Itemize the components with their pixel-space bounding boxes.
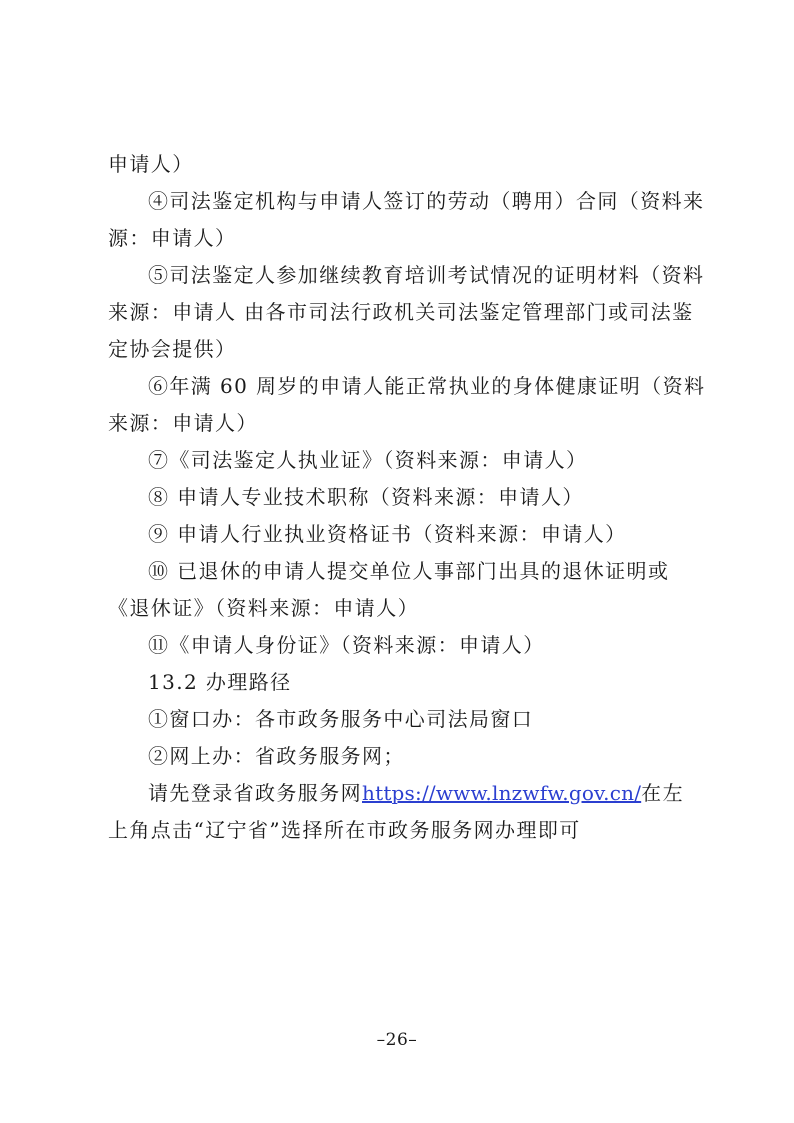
instruction-line-2: 上角点击“辽宁省”选择所在市政务服务网办理即可 [108,818,581,842]
text-line: 来源：申请人 由各市司法行政机关司法鉴定管理部门或司法鉴 [108,300,694,324]
page-number: –26– [376,1030,418,1050]
list-item-4: ④司法鉴定机构与申请人签订的劳动（聘用）合同（资料来 [148,189,705,213]
instruction-line [108,775,694,812]
text-line: 源：申请人） [108,226,237,250]
list-item-7: ⑦《司法鉴定人执业证》（资料来源：申请人） [148,448,588,472]
window-service-item: ①窗口办：各市政务服务中心司法局窗口 [148,707,534,731]
list-item-9: ⑨ 申请人行业执业资格证书（资料来源：申请人） [148,522,627,546]
document-body [108,146,706,849]
online-service-item: ②网上办：省政务服务网； [148,744,405,768]
list-item-5: ⑤司法鉴定人参加继续教育培训考试情况的证明材料（资料 [148,263,705,287]
instruction-suffix: 在左 [641,781,684,805]
list-item-8: ⑧ 申请人专业技术职称（资料来源：申请人） [148,485,584,509]
list-item-11: ⑪《申请人身份证》（资料来源：申请人） [148,633,545,657]
instruction-prefix: 请先登录省政务服务网 [148,781,362,805]
list-item-6: ⑥年满 60 周岁的申请人能正常执业的身体健康证明（资料 [148,374,706,398]
text-line: 定协会提供） [108,337,237,361]
list-item-10: ⑩ 已退休的申请人提交单位人事部门出具的退休证明或 [148,559,670,583]
text-line: 申请人） [108,152,194,176]
text-line: 《退休证》（资料来源：申请人） [108,596,419,620]
section-heading: 13.2 办理路径 [148,670,292,694]
text-line: 来源：申请人） [108,411,258,435]
service-website-link[interactable]: https://www.lnzwfw.gov.cn/ [362,781,642,805]
